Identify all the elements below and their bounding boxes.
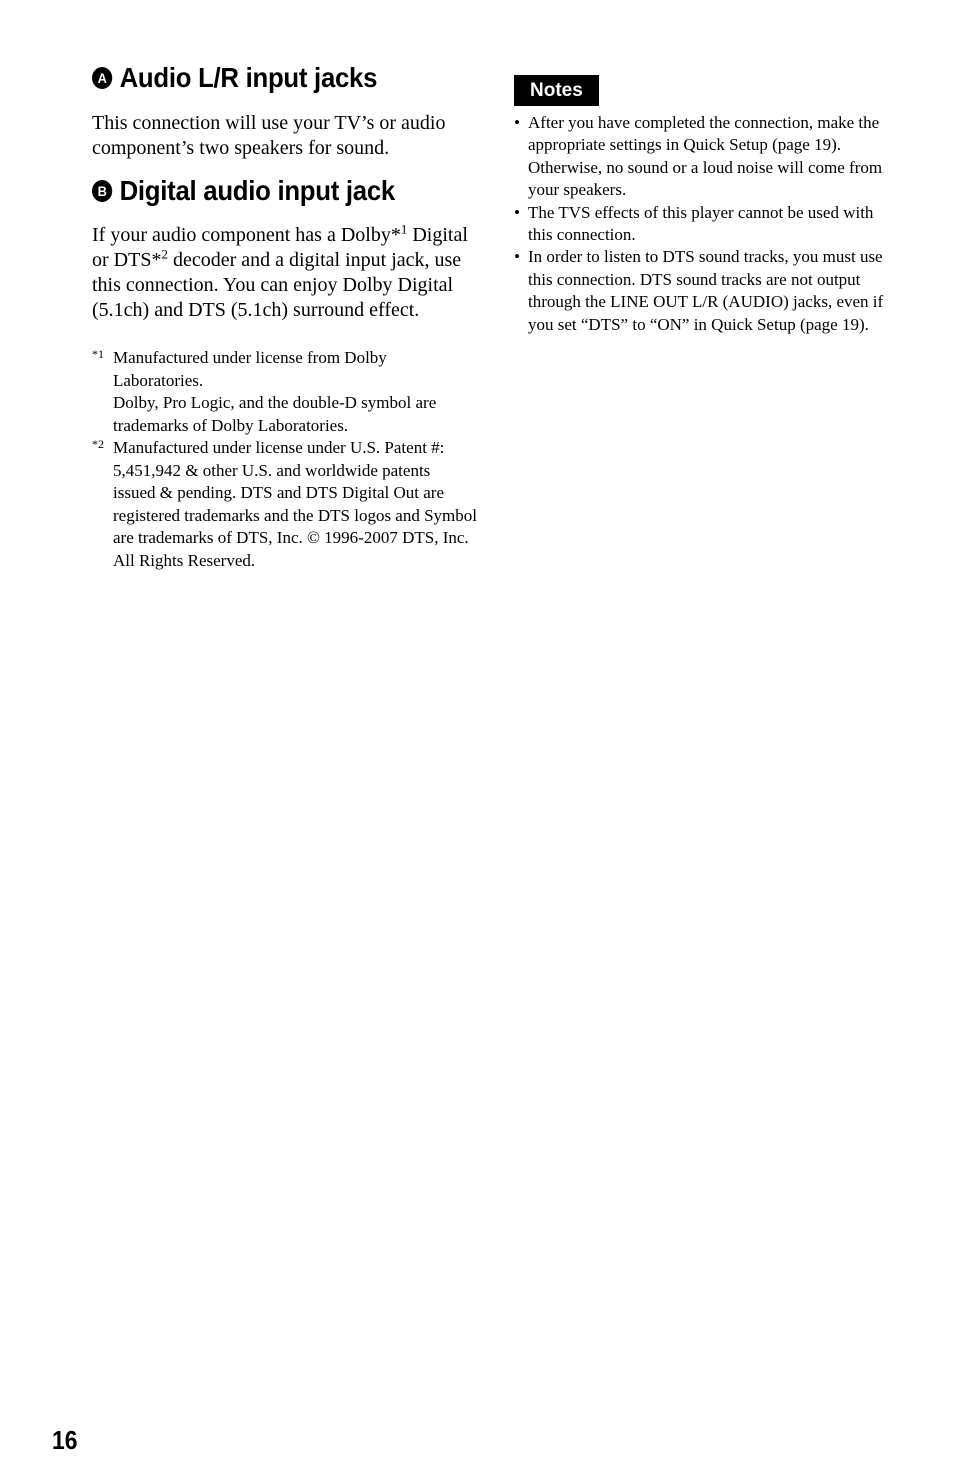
section-a-paragraph: This connection will use your TV’s or audio component’s two speakers for sound. (92, 112, 446, 159)
note-text: The TVS effects of this player cannot be used with this connection. (528, 202, 874, 245)
paragraph-text: If your audio component has a Dolby* (92, 224, 401, 246)
footnote-mark: *1 (92, 347, 104, 361)
footnotes (92, 347, 477, 572)
note-item (514, 246, 899, 336)
notes-list (514, 112, 899, 336)
section-heading-digital-audio (92, 171, 446, 211)
heading-text: Digital audio input jack (119, 175, 395, 206)
note-item (514, 112, 899, 202)
page-number: 16 (52, 1425, 78, 1455)
footnote-2 (92, 437, 477, 572)
notes-label: Notes (514, 75, 599, 106)
paragraph-text: Digital or DTS* (92, 224, 468, 271)
bullet-icon: • (514, 113, 520, 132)
bullet-icon: • (514, 247, 520, 267)
bullet-icon: • (514, 202, 520, 222)
section-b-paragraph (92, 223, 477, 323)
section-heading-audio-lr (92, 58, 446, 98)
heading-text: Audio L/R input jacks (119, 62, 378, 93)
footnote-line: Manufactured under license from Dolby Laboratories. (113, 348, 387, 390)
right-column (514, 75, 899, 336)
footnote-line: Manufactured under license under U.S. Patent #: 5,451,942 & other U.S. and worldwide patents issued & pending. DTS and DTS Digital Out are registered trademarks and the DTS logos and Symbol are trademarks of DTS, Inc. © 1996-2007 DTS, Inc. All Rights Reserved. (113, 438, 478, 570)
paragraph-text: decoder and a digital input jack, use this connection. You can enjoy Dolby Digital (5.1ch) and DTS (5.1ch) surround effect. (92, 249, 462, 321)
note-text: After you have completed the connection, make the appropriate settings in Quick Setup (page 19). Otherwise, no sound or a loud noise will come from your speakers. (528, 113, 883, 200)
left-column (92, 58, 477, 572)
note-item (514, 202, 899, 247)
badge-a-icon: A (92, 67, 112, 89)
footnote-1 (92, 347, 477, 437)
footnote-ref-1: 1 (400, 221, 408, 237)
badge-b-icon: B (92, 180, 112, 202)
footnote-mark: *2 (92, 437, 104, 451)
footnote-ref-2: 2 (161, 246, 168, 262)
footnote-line: Dolby, Pro Logic, and the double-D symbol are trademarks of Dolby Laboratories. (113, 393, 437, 435)
note-text: In order to listen to DTS sound tracks, you must use this connection. DTS sound tracks are not output through the LINE OUT L/R (AUDIO) jacks, even if you set “DTS” to “ON” in Quick Setup (page 19). (528, 247, 884, 334)
